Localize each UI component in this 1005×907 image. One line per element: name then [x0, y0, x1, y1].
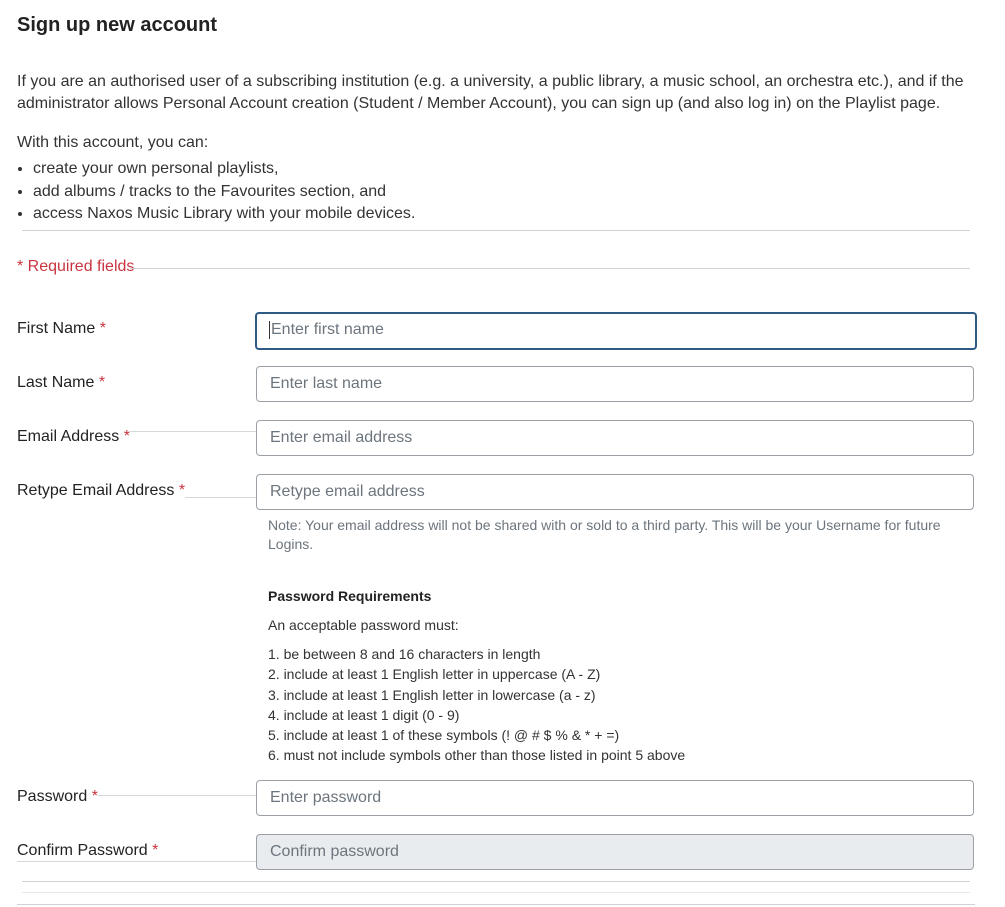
confirm-password-label-text: Confirm Password: [17, 842, 148, 859]
divider: [22, 230, 970, 231]
divider: [130, 268, 970, 269]
list-item: 2. include at least 1 English letter in uppercase (A - Z): [268, 666, 601, 683]
intro-text: If you are an authorised user of a subscribing institution (e.g. a university, a public library, a music school, an orchestra etc.), and if the administrator allows Personal Account creation (Student / Member Account), you can sign up (and also log in) on the Playlist page.: [17, 73, 964, 112]
confirm-password-placeholder: Confirm password: [270, 843, 399, 860]
password-requirements-list: [268, 644, 685, 766]
divider: [17, 904, 975, 905]
list-item: • create your own personal playlists,: [33, 158, 415, 181]
required-marker: *: [152, 842, 159, 859]
divider: [185, 497, 256, 498]
divider: [17, 861, 256, 862]
retype-email-input[interactable]: [256, 474, 974, 510]
required-marker: *: [98, 374, 106, 391]
email-input[interactable]: [256, 420, 974, 456]
required-fields-note: * Required fields: [17, 258, 135, 275]
last-name-placeholder: Enter last name: [270, 375, 383, 392]
divider: [22, 892, 970, 893]
email-placeholder: Enter email address: [270, 429, 413, 446]
first-name-label-text: First Name: [17, 320, 96, 337]
list-item: 6. must not include symbols other than those listed in point 5 above: [268, 747, 686, 764]
email-label: [17, 428, 130, 446]
list-item: • access Naxos Music Library with your mobile devices.: [33, 203, 415, 226]
retype-email-placeholder: Retype email address: [270, 483, 425, 500]
first-name-placeholder: Enter first name: [271, 321, 384, 338]
benefits-list: [17, 158, 415, 226]
first-name-input[interactable]: [255, 312, 977, 350]
list-item: 4. include at least 1 digit (0 - 9): [268, 706, 460, 723]
page-title: Sign up new account: [17, 14, 218, 36]
password-requirements-lead: An acceptable password must:: [268, 617, 459, 633]
retype-email-label-text: Retype Email Address: [17, 482, 175, 499]
text-caret: [269, 321, 270, 339]
list-item: 5. include at least 1 of these symbols (! @ # $ % & * + =): [268, 727, 620, 744]
password-placeholder: Enter password: [270, 789, 382, 806]
password-label-text: Password: [17, 788, 88, 805]
required-marker: *: [178, 482, 186, 499]
confirm-password-label: [17, 842, 158, 860]
list-item: • add albums / tracks to the Favourites section, and: [33, 181, 415, 204]
confirm-password-input[interactable]: [256, 834, 974, 870]
email-privacy-note: Note: Your email address will not be shared with or sold to a third party. This will be your Username for future Logins.: [268, 517, 941, 552]
retype-email-label: [17, 482, 185, 500]
password-requirements-title: Password Requirements: [268, 588, 432, 604]
email-label-text: Email Address: [17, 428, 120, 445]
divider: [98, 795, 256, 796]
password-input[interactable]: [256, 780, 974, 816]
last-name-label-text: Last Name: [17, 374, 95, 391]
divider: [130, 431, 256, 432]
required-marker: *: [91, 788, 98, 805]
list-item: 3. include at least 1 English letter in lowercase (a - z): [268, 686, 596, 703]
list-item: 1. be between 8 and 16 characters in length: [268, 646, 541, 662]
required-marker: *: [99, 320, 106, 337]
last-name-label: [17, 374, 105, 392]
required-marker: *: [123, 428, 130, 445]
last-name-input[interactable]: [256, 366, 974, 402]
password-label: [17, 788, 98, 806]
first-name-label: [17, 320, 106, 338]
divider: [22, 881, 970, 882]
account-benefits-lead: With this account, you can:: [17, 134, 209, 151]
